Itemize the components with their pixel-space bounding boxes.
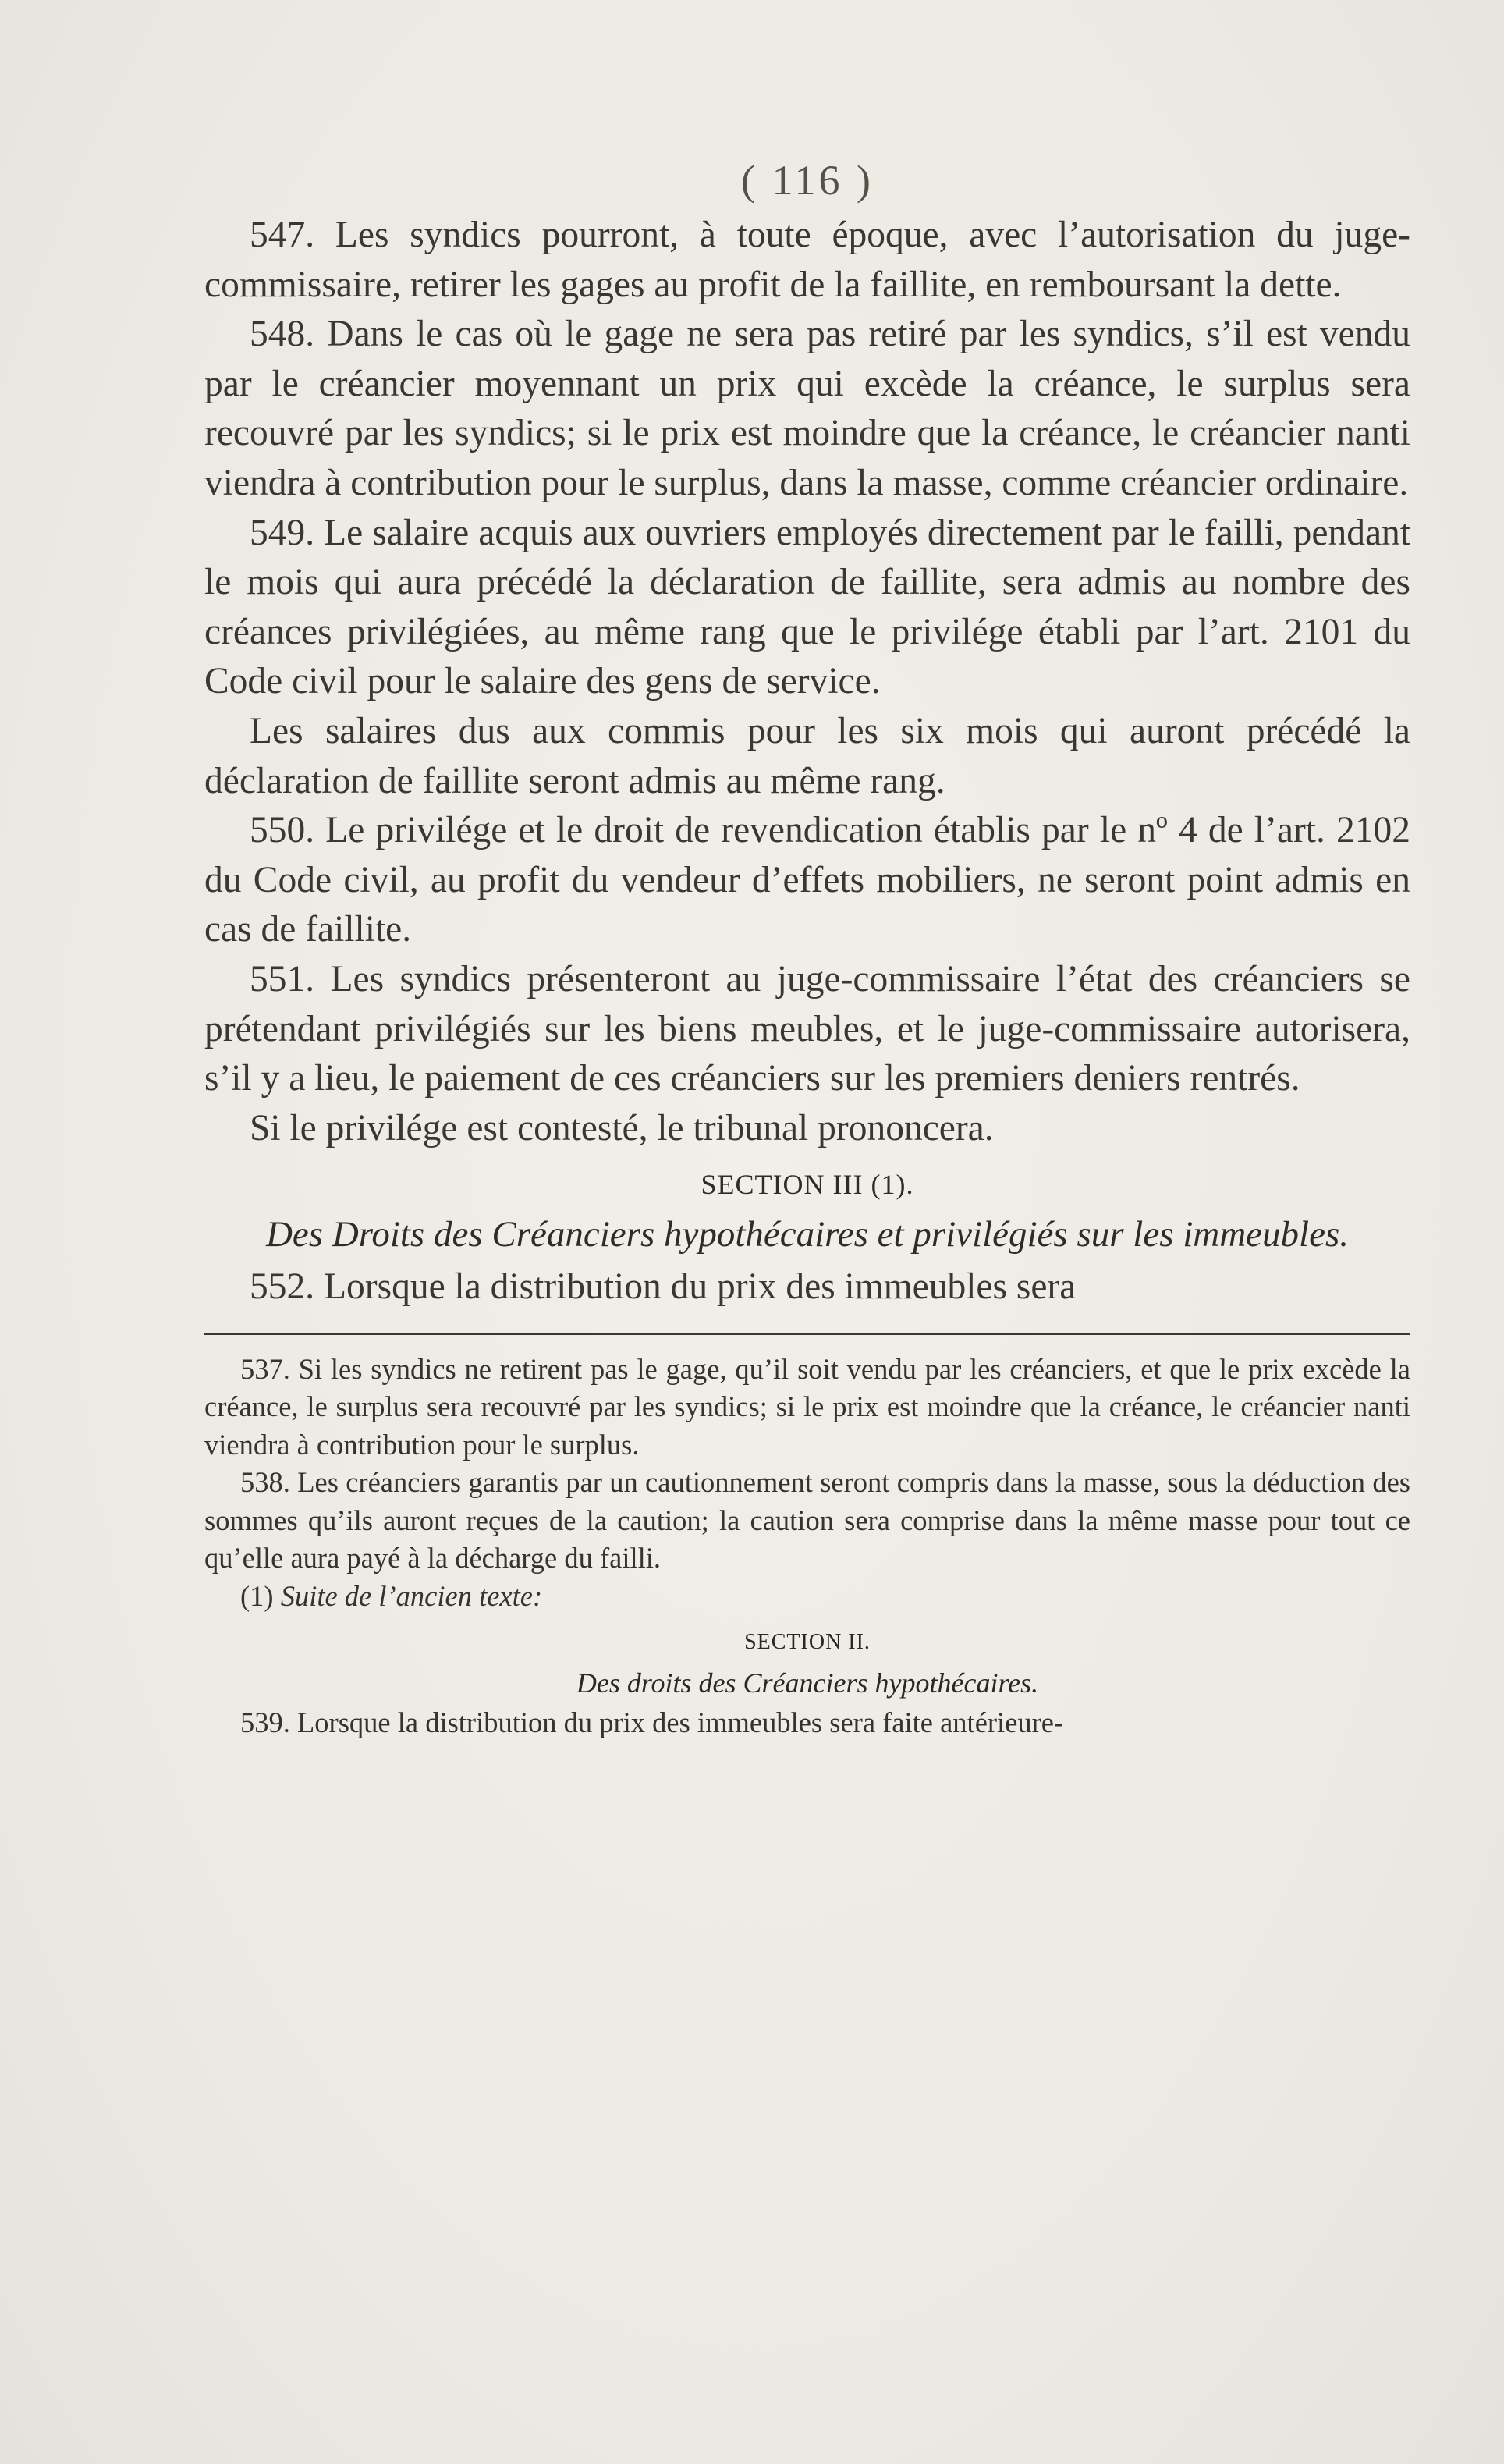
article-552: 552. Lorsque la distribution du prix des immeubles sera (250, 1266, 1077, 1308)
footnote-1 (204, 1578, 1410, 1616)
old-section-title: Des droits des Créanciers hypothécaires. (576, 1667, 1039, 1699)
note-537: 537. Si les syndics ne retirent pas le gage, qu’il soit vendu par les créanciers, et que le prix excède la créance, le surplus sera recouvré par les syndics; si le prix est moindre que la créance, le créancier nanti viendra à contribution pour le surplus. (204, 1352, 1410, 1461)
article-548: 548. Dans le cas où le gage ne sera pas retiré par les syndics, s’il est vendu par le créancier moyennant un prix qui excède la créance, le surplus sera recouvré par les syndics; si le prix est moindre que la créance, le créancier nanti viendra à contribution pour le surplus, dans la masse, comme créancier ordinaire. (204, 314, 1410, 503)
note-538: 538. Les créanciers garantis par un cautionnement seront compris dans la masse, sous la déduction des sommes qu’ils auront reçues de la caution; la caution sera comprise dans la même masse pour tout ce qu’elle aura payé à la décharge du failli. (204, 1466, 1410, 1575)
footnote-divider (204, 1333, 1410, 1335)
old-section-heading: SECTION II. (744, 1630, 871, 1655)
text-block (204, 156, 1410, 1742)
article-547: 547. Les syndics pourront, à toute époque, avec l’autorisation du juge-commissaire, retirer les gages au profit de la faillite, en remboursant la dette. (204, 215, 1410, 305)
article-551-paragraph-2: Si le privilége est contesté, le tribunal prononcera. (250, 1107, 994, 1149)
section-heading: SECTION III (1). (701, 1169, 914, 1201)
article-549: 549. Le salaire acquis aux ouvriers employés directement par le failli, pendant le mois qui aura précédé la déclaration de faillite, sera admis au nombre des créances privilégiées, au même rang que le privilége établi par l’art. 2101 du Code civil pour le salaire des gens de service. (204, 512, 1410, 702)
article-550: 550. Le privilége et le droit de revendication établis par le nº 4 de l’art. 2102 du Code civil, au profit du vendeur d’effets mobiliers, ne seront point admis en cas de faillite. (204, 810, 1410, 950)
footnote-marker: (1) (240, 1579, 274, 1612)
section-title: Des Droits des Créanciers hypothécaires et privilégiés sur les immeubles. (265, 1214, 1349, 1255)
page-number: ( 116 ) (741, 157, 874, 204)
article-551: 551. Les syndics présenteront au juge-commissaire l’état des créanciers se prétendant privilégiés sur les biens meubles, et le juge-commissaire autorisera, s’il y a lieu, le paiement de ces créanciers sur les premiers deniers rentrés. (204, 958, 1410, 1099)
article-549-paragraph-2: Les salaires dus aux commis pour les six mois qui auront précédé la déclaration de faillite seront admis au même rang. (204, 710, 1410, 801)
footnotes (204, 1351, 1410, 1742)
footnote-label: Suite de l’ancien texte: (280, 1579, 543, 1612)
note-539: 539. Lorsque la distribution du prix des immeubles sera faite antérieure- (240, 1706, 1064, 1739)
main-text (204, 211, 1410, 1312)
